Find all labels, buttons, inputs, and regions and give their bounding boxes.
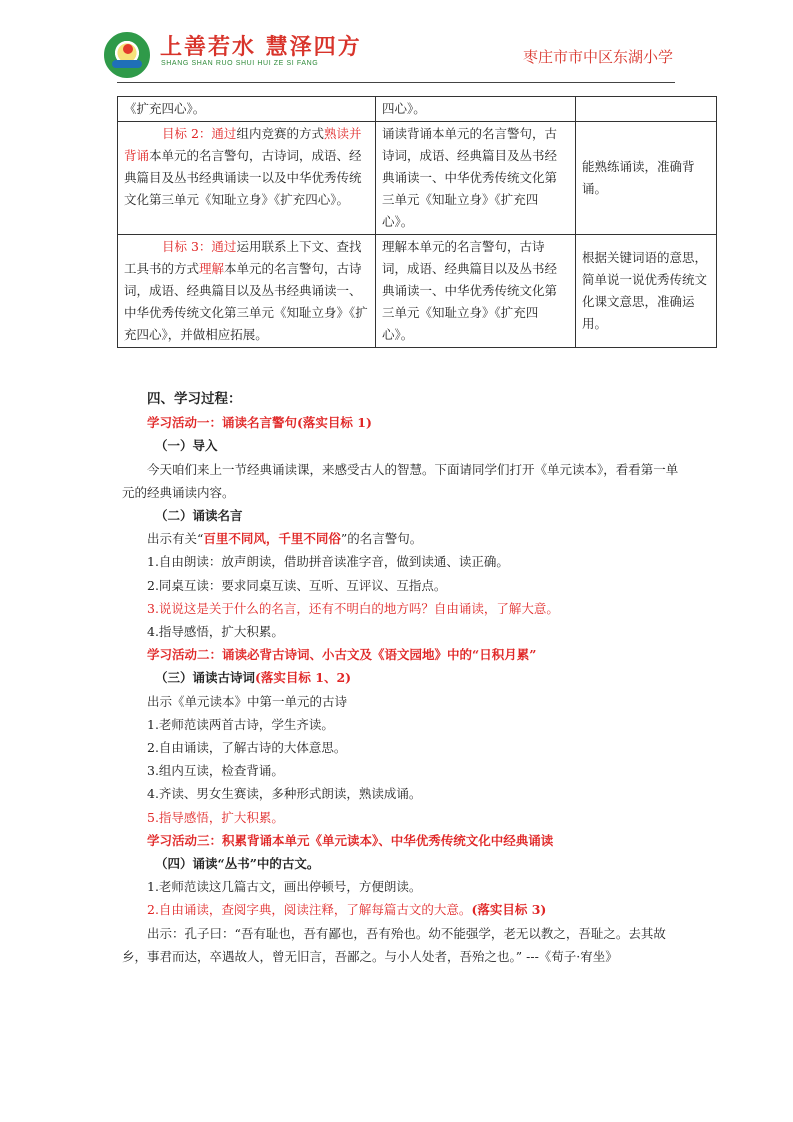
content-cell: 诵读背诵本单元的名言警句，古诗词，成语、经典篇目及丛书经典诵读一、中华优秀传统文化第三单元《知耻立身》《扩充四心》。 [376,122,576,235]
objective-cell [118,97,376,122]
content-cell: 四心》。 [376,97,576,122]
table-row [118,122,717,235]
objective-text: 本单元的名言警句，古诗词，成语、经典篇目以及丛书经典诵读一、中华优秀传统文化第三单元《知耻立身》《扩充四心》，并做相应拓展。 [124,261,368,342]
school-motto: 上善若水 慧泽四方 [160,34,362,60]
show-poems-line: 出示《单元读本》中第一单元的古诗 [147,693,348,709]
poem-step-1: 1.老师范读两首古诗，学生齐读。 [147,716,334,732]
objective-text: 理解 [199,261,225,276]
activity-2-heading: 学习活动二：诵读必背古诗词、小古文及《语文园地》中的“日积月累” [147,647,537,663]
criteria-cell [576,97,717,122]
activity-3-heading: 学习活动三：积累背诵本单元《单元读本》、中华优秀传统文化中经典诵读 [147,832,554,848]
objective-text: 目标 2：通过 [162,126,237,141]
classic-step-2-text: 2.自由诵读，查阅字典，阅读注释，了解每篇古文的大意。 [147,902,472,918]
criteria-cell: 根据关键词语的意思，简单说一说优秀传统文化课文意思，准确运用。 [576,235,717,348]
classic-step-1: 1.老师范读这几篇古文，画出停顿号，方便朗读。 [147,879,422,895]
poem-step-4: 4.齐读、男女生赛读，多种形式朗读，熟读成诵。 [147,786,422,802]
intro-paragraph: 今天咱们来上一节经典诵读课，来感受古人的智慧。下面请同学们打开《单元读本》，看看第一单元的经典诵读内容。 [122,461,679,500]
wave-icon [112,60,142,68]
step-3: 3.说说这是关于什么的名言，还有不明白的地方吗？自由诵读，了解大意。 [147,600,559,616]
objective-text: 组内竞赛的方式 [236,126,324,141]
school-name: 枣庄市市中区东湖小学 [522,48,673,66]
show-prefix: 出示有关“ [147,531,204,547]
poem-step-3: 3.组内互读，检查背诵。 [147,763,284,779]
school-motto-pinyin: SHANG SHAN RUO SHUI HUI ZE SI FANG [161,60,319,67]
classic-step-2 [122,898,682,921]
header-divider [117,82,675,83]
objective-text: 《扩充四心》。 [124,101,206,116]
learning-process [122,388,682,968]
table-row [118,235,717,348]
step-1: 1.自由朗读：放声朗读，借助拼音读准字音，做到读通、读正确。 [147,554,509,570]
step-2: 2.同桌互读：要求同桌互读、互听、互评议、互指点。 [147,577,447,593]
objective-text: 运用联系上下文、查找工具书的方式 [124,239,362,276]
section-heading: 四、学习过程： [147,391,242,407]
highlighted-quote: 百里不同风，千里不同俗 [203,531,341,547]
page-header [0,0,793,90]
show-suffix: ”的名言警句。 [340,531,423,547]
quote-paragraph: 出示：孔子曰：“吾有耻也，吾有鄙也，吾有殆也。幼不能强学，老无以教之，吾耻之。去其故乡，事君而达，卒遇故人，曾无旧言，吾鄙之。与小人处者，吾殆之也。” ---《荀子·宥坐》 [122,925,666,964]
classic-step-2-target: (落实目标 3) [471,902,547,918]
content-cell: 理解本单元的名言警句，古诗词，成语、经典篇目以及丛书经典诵读一、中华优秀传统文化第三单元《知耻立身》《扩充四心》。 [376,235,576,348]
subheading-recite: （二）诵读名言 [155,508,243,524]
objectives-table [117,96,717,348]
subheading-poems-text: （三）诵读古诗词 [155,670,256,686]
objective-cell [118,122,376,235]
step-4: 4.指导感悟，扩大积累。 [147,624,284,640]
subheading-poems-target: (落实目标 1、2) [255,670,352,686]
show-quote-line [122,527,682,550]
activity-1-heading: 学习活动一：诵读名言警句(落实目标 1) [147,415,372,431]
school-logo [104,32,150,78]
poem-step-2: 2.自由诵读，了解古诗的大体意思。 [147,740,347,756]
subheading-poems [122,666,682,689]
subheading-intro: （一）导入 [155,438,218,454]
subheading-classics: （四）诵读“丛书”中的古文。 [155,856,320,872]
objective-text: 目标 3：通过 [162,239,237,254]
objective-cell [118,235,376,348]
criteria-cell: 能熟练诵读，准确背诵。 [576,122,717,235]
poem-step-5: 5.指导感悟，扩大积累。 [147,809,284,825]
table-row [118,97,717,122]
objective-text: 本单元的名言警句，古诗词，成语、经典篇目及丛书经典诵读一以及中华优秀传统文化第三单元《知耻立身》《扩充四心》。 [124,148,362,207]
objective-text: 熟读并背诵 [124,126,362,163]
sun-icon [123,44,133,54]
